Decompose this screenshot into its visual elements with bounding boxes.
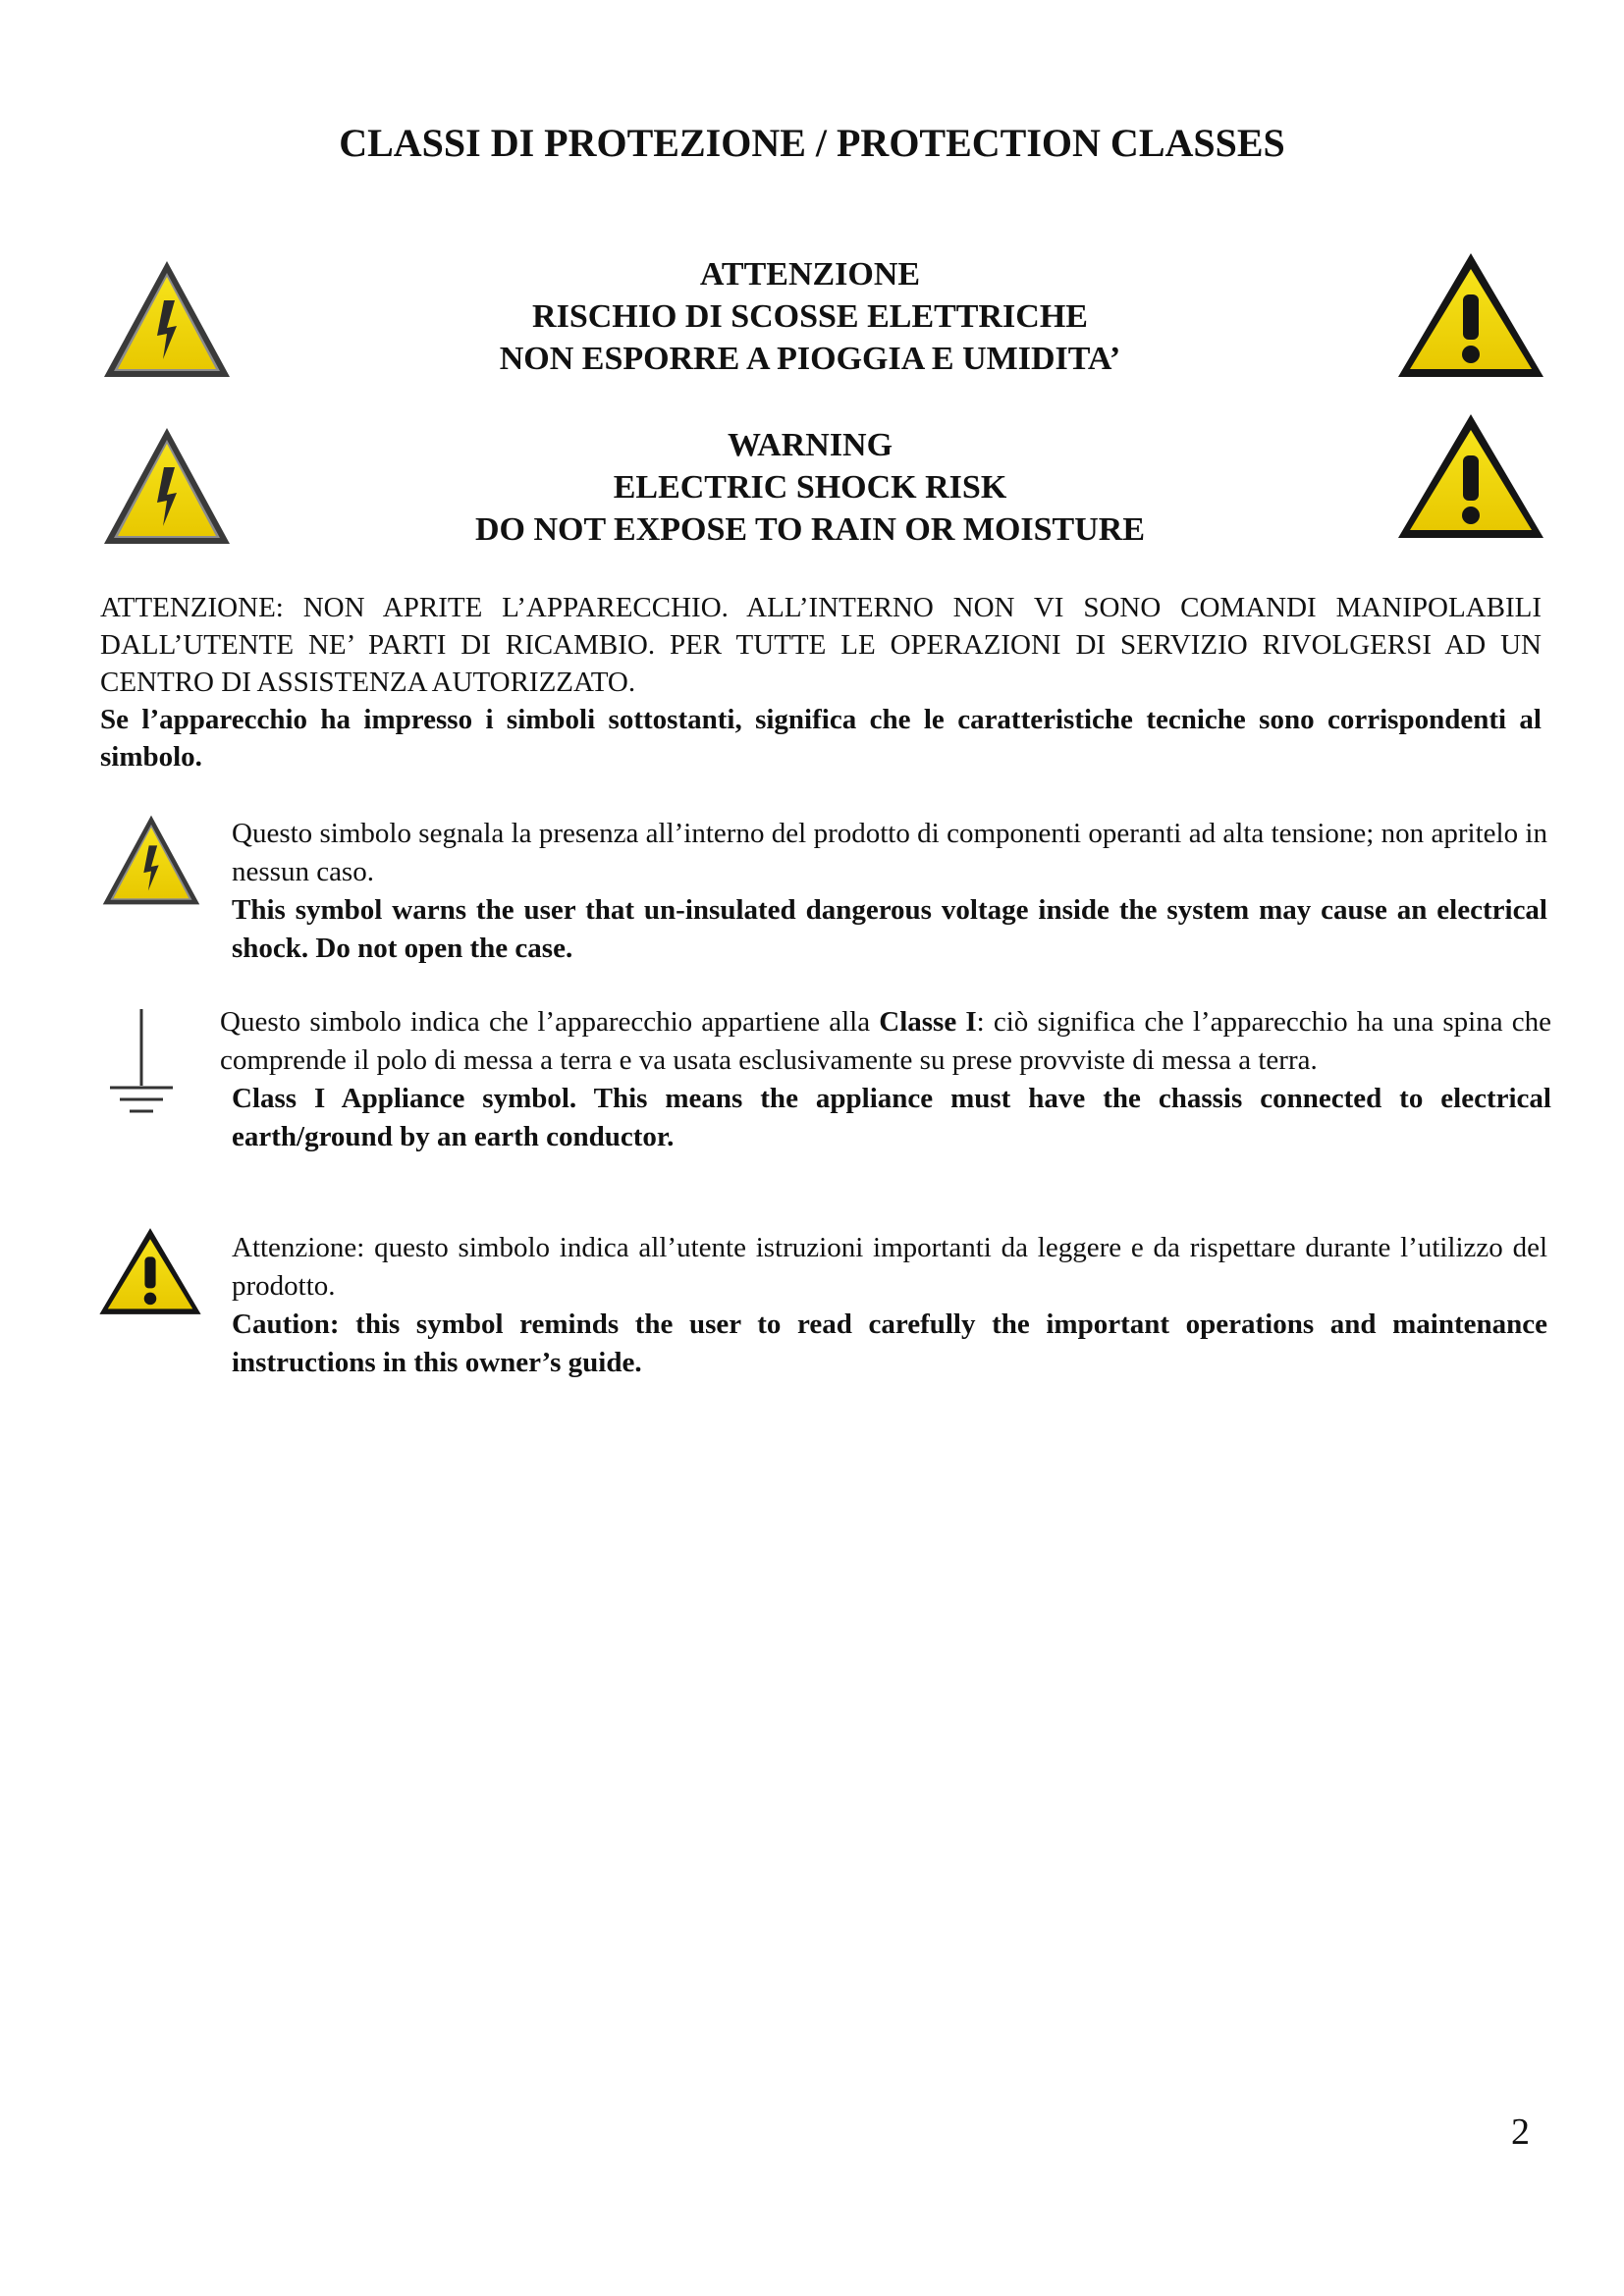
warning-risk-line: ELECTRIC SHOCK RISK: [613, 469, 1007, 506]
service-notice-text: ATTENZIONE: NON APRITE L’APPARECCHIO. ALL’INTERNO NON VI SONO COMANDI MANIPOLABILI DALL’UTENTE NE’ PARTI DI RICAMBIO. PER TUTTE LE OPERAZIONI DI SERVIZIO RIVOLGERSI AD UN CENTRO DI ASSISTENZA AUTORIZZATO.: [100, 592, 1542, 698]
exclamation-warning-icon: [1396, 410, 1545, 542]
symbol-description-high-voltage: [232, 815, 1547, 968]
warning-exposure-line: DO NOT EXPOSE TO RAIN OR MOISTURE: [474, 511, 1146, 548]
page-title: CLASSI DI PROTEZIONE / PROTECTION CLASSES: [339, 121, 1285, 165]
service-notice: [100, 589, 1542, 775]
symbol-description-caution: [232, 1229, 1547, 1382]
italian-description: [220, 1003, 1551, 1080]
english-description: This symbol warns the user that un-insulated dangerous voltage inside the system may cause an electrical shock. Do not open the case.: [232, 894, 1547, 964]
english-description: Caution: this symbol reminds the user to read carefully the important operations and maintenance instructions in this owner’s guide.: [232, 1308, 1547, 1378]
high-voltage-icon: [98, 811, 204, 909]
italian-description-start: Questo simbolo indica che l’apparecchio appartiene alla: [220, 1006, 880, 1038]
class-one-label: Classe I: [879, 1006, 977, 1038]
italian-description: Attenzione: questo simbolo indica all’utente istruzioni importanti da leggere e da rispettare durante l’utilizzo del prodotto.: [232, 1232, 1547, 1302]
page-number: 2: [1511, 2111, 1530, 2153]
exclamation-warning-icon: [1396, 249, 1545, 381]
exclamation-warning-icon: [98, 1225, 202, 1317]
warning-heading: ATTENZIONE: [699, 256, 921, 293]
italian-description: Questo simbolo segnala la presenza all’interno del prodotto di componenti operanti ad alta tensione; non apritelo in nessun caso.: [232, 818, 1547, 887]
warning-heading: WARNING: [727, 427, 893, 463]
italian-description-end: : ciò significa che l’apparecchio ha una spina che comprende il polo di messa a terra e va usata esclusivamente su prese provviste di messa a terra.: [220, 1006, 1551, 1076]
warning-block-english: [324, 424, 1296, 551]
warning-risk-line: RISCHIO DI SCOSSE ELETTRICHE: [532, 298, 1088, 335]
warning-exposure-line: NON ESPORRE A PIOGGIA E UMIDITA’: [499, 341, 1121, 377]
high-voltage-icon: [98, 255, 236, 383]
symbol-description-earth-ground: [220, 1003, 1551, 1156]
warning-block-italian: [324, 253, 1296, 380]
high-voltage-icon: [98, 422, 236, 550]
english-description: Class I Appliance symbol. This means the appliance must have the chassis connected to electrical earth/ground by an earth conductor.: [232, 1083, 1551, 1152]
symbols-intro-text: Se l’apparecchio ha impresso i simboli sottostanti, significa che le caratteristiche tecniche sono corrispondenti al simbolo.: [100, 704, 1542, 773]
earth-ground-icon: [98, 1001, 185, 1119]
